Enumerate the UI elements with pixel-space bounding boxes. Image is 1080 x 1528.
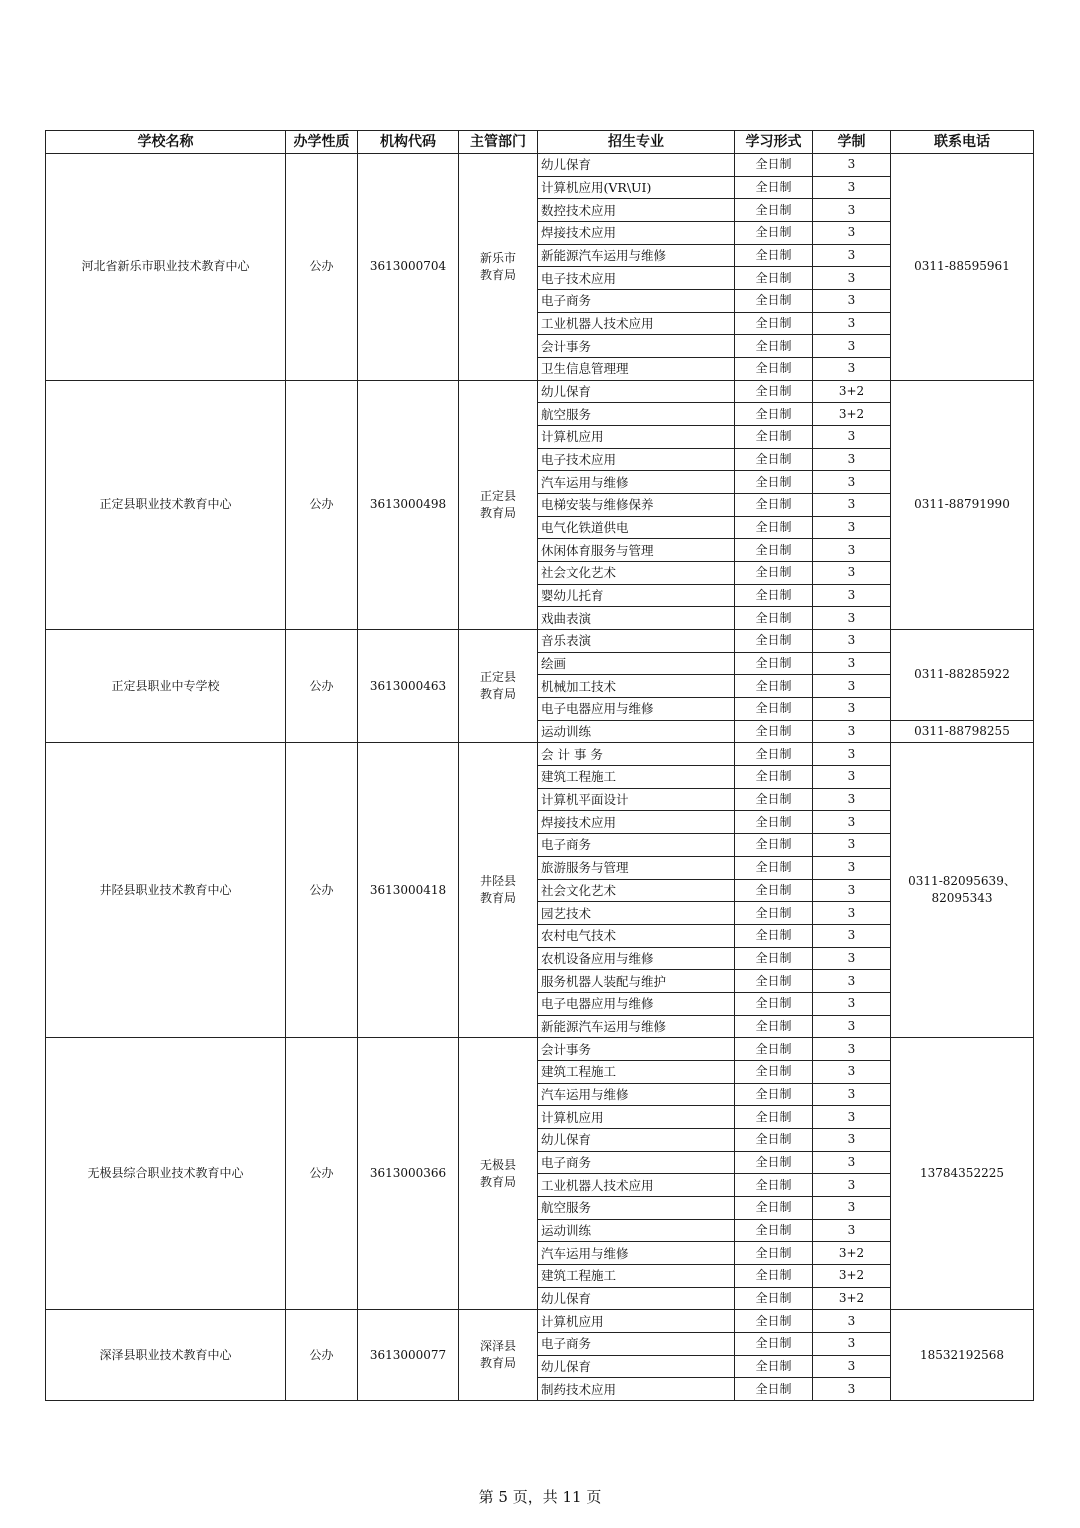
major-cell: 电子技术应用: [538, 448, 735, 471]
study-form-cell: 全日制: [735, 1196, 813, 1219]
years-cell: 3: [813, 1151, 891, 1174]
major-cell: 戏曲表演: [538, 607, 735, 630]
years-cell: 3: [813, 312, 891, 335]
major-cell: 幼儿保育: [538, 1287, 735, 1310]
study-form-cell: 全日制: [735, 1015, 813, 1038]
years-cell: 3: [813, 607, 891, 630]
major-cell: 幼儿保育: [538, 1355, 735, 1378]
years-cell: 3: [813, 471, 891, 494]
study-form-cell: 全日制: [735, 924, 813, 947]
study-form-cell: 全日制: [735, 516, 813, 539]
years-cell: 3: [813, 562, 891, 585]
major-cell: 会计事务: [538, 1038, 735, 1061]
nature-cell: 公办: [286, 1038, 358, 1310]
page-footer: 第 5 页，共 11 页: [478, 1488, 602, 1506]
years-cell: 3: [813, 1060, 891, 1083]
major-cell: 音乐表演: [538, 630, 735, 653]
years-cell: 3: [813, 426, 891, 449]
years-cell: 3: [813, 766, 891, 789]
code-cell: 3613000077: [358, 1310, 459, 1401]
years-cell: 3+2: [813, 1264, 891, 1287]
study-form-cell: 全日制: [735, 403, 813, 426]
study-form-cell: 全日制: [735, 811, 813, 834]
years-cell: 3: [813, 947, 891, 970]
years-cell: 3: [813, 1038, 891, 1061]
years-cell: 3: [813, 154, 891, 177]
years-cell: 3: [813, 856, 891, 879]
years-cell: 3: [813, 290, 891, 313]
school-name-cell: 无极县综合职业技术教育中心: [46, 1038, 286, 1310]
study-form-cell: 全日制: [735, 176, 813, 199]
years-cell: 3: [813, 970, 891, 993]
nature-cell: 公办: [286, 1310, 358, 1401]
years-cell: 3: [813, 1355, 891, 1378]
phone-cell: 0311-88595961: [891, 154, 1034, 381]
study-form-cell: 全日制: [735, 335, 813, 358]
major-cell: 焊接技术应用: [538, 222, 735, 245]
years-cell: 3: [813, 675, 891, 698]
major-cell: 电子商务: [538, 290, 735, 313]
major-cell: 电子技术应用: [538, 267, 735, 290]
major-cell: 计算机平面设计: [538, 788, 735, 811]
major-cell: 电子商务: [538, 1332, 735, 1355]
years-cell: 3+2: [813, 403, 891, 426]
study-form-cell: 全日制: [735, 562, 813, 585]
study-form-cell: 全日制: [735, 584, 813, 607]
years-cell: 3: [813, 992, 891, 1015]
header-nature: 办学性质: [286, 131, 358, 154]
study-form-cell: 全日制: [735, 766, 813, 789]
years-cell: 3: [813, 199, 891, 222]
study-form-cell: 全日制: [735, 1219, 813, 1242]
study-form-cell: 全日制: [735, 902, 813, 925]
code-cell: 3613000418: [358, 743, 459, 1038]
major-cell: 婴幼儿托育: [538, 584, 735, 607]
study-form-cell: 全日制: [735, 1083, 813, 1106]
major-cell: 汽车运用与维修: [538, 1083, 735, 1106]
major-cell: 新能源汽车运用与维修: [538, 1015, 735, 1038]
years-cell: 3: [813, 494, 891, 517]
table-header-row: [46, 131, 1034, 154]
study-form-cell: 全日制: [735, 244, 813, 267]
years-cell: 3: [813, 743, 891, 766]
study-form-cell: 全日制: [735, 1264, 813, 1287]
code-cell: 3613000498: [358, 380, 459, 629]
years-cell: 3: [813, 879, 891, 902]
study-form-cell: 全日制: [735, 992, 813, 1015]
study-form-cell: 全日制: [735, 970, 813, 993]
study-form-cell: 全日制: [735, 267, 813, 290]
study-form-cell: 全日制: [735, 290, 813, 313]
years-cell: 3: [813, 244, 891, 267]
dept-cell: 正定县 教育局: [459, 630, 538, 743]
study-form-cell: 全日制: [735, 426, 813, 449]
years-cell: 3: [813, 539, 891, 562]
study-form-cell: 全日制: [735, 788, 813, 811]
years-cell: 3: [813, 788, 891, 811]
major-cell: 农村电气技术: [538, 924, 735, 947]
study-form-cell: 全日制: [735, 1287, 813, 1310]
header-study-form: 学习形式: [735, 131, 813, 154]
study-form-cell: 全日制: [735, 380, 813, 403]
table-row: [46, 1310, 1034, 1333]
major-cell: 计算机应用(VR\UI): [538, 176, 735, 199]
study-form-cell: 全日制: [735, 1174, 813, 1197]
years-cell: 3: [813, 1083, 891, 1106]
years-cell: 3: [813, 1174, 891, 1197]
major-cell: 航空服务: [538, 403, 735, 426]
years-cell: 3: [813, 630, 891, 653]
phone-cell: 13784352225: [891, 1038, 1034, 1310]
school-name-cell: 河北省新乐市职业技术教育中心: [46, 154, 286, 381]
dept-cell: 正定县 教育局: [459, 380, 538, 629]
nature-cell: 公办: [286, 154, 358, 381]
study-form-cell: 全日制: [735, 1355, 813, 1378]
schools-table: [45, 130, 1034, 1401]
study-form-cell: 全日制: [735, 607, 813, 630]
header-school-name: 学校名称: [46, 131, 286, 154]
years-cell: 3: [813, 448, 891, 471]
years-cell: 3: [813, 1196, 891, 1219]
major-cell: 服务机器人装配与维护: [538, 970, 735, 993]
major-cell: 建筑工程施工: [538, 766, 735, 789]
study-form-cell: 全日制: [735, 358, 813, 381]
study-form-cell: 全日制: [735, 471, 813, 494]
header-years: 学制: [813, 131, 891, 154]
major-cell: 幼儿保育: [538, 380, 735, 403]
major-cell: 电子电器应用与维修: [538, 698, 735, 721]
years-cell: 3: [813, 924, 891, 947]
nature-cell: 公办: [286, 743, 358, 1038]
header-phone: 联系电话: [891, 131, 1034, 154]
study-form-cell: 全日制: [735, 494, 813, 517]
study-form-cell: 全日制: [735, 652, 813, 675]
phone-cell: 0311-88791990: [891, 380, 1034, 629]
study-form-cell: 全日制: [735, 1038, 813, 1061]
study-form-cell: 全日制: [735, 834, 813, 857]
table-row: [46, 743, 1034, 766]
years-cell: 3: [813, 698, 891, 721]
years-cell: 3+2: [813, 1287, 891, 1310]
school-name-cell: 正定县职业技术教育中心: [46, 380, 286, 629]
study-form-cell: 全日制: [735, 312, 813, 335]
table-row: [46, 630, 1034, 653]
study-form-cell: 全日制: [735, 448, 813, 471]
major-cell: 园艺技术: [538, 902, 735, 925]
years-cell: 3: [813, 222, 891, 245]
major-cell: 计算机应用: [538, 426, 735, 449]
study-form-cell: 全日制: [735, 630, 813, 653]
table-row: [46, 1038, 1034, 1061]
phone-cell: 0311-88798255: [891, 720, 1034, 743]
major-cell: 运动训练: [538, 720, 735, 743]
study-form-cell: 全日制: [735, 1378, 813, 1401]
years-cell: 3: [813, 267, 891, 290]
years-cell: 3: [813, 902, 891, 925]
study-form-cell: 全日制: [735, 1060, 813, 1083]
nature-cell: 公办: [286, 630, 358, 743]
major-cell: 会 计 事 务: [538, 743, 735, 766]
phone-cell: 0311-88285922: [891, 630, 1034, 721]
major-cell: 幼儿保育: [538, 154, 735, 177]
years-cell: 3: [813, 358, 891, 381]
major-cell: 机械加工技术: [538, 675, 735, 698]
major-cell: 航空服务: [538, 1196, 735, 1219]
study-form-cell: 全日制: [735, 856, 813, 879]
major-cell: 休闲体育服务与管理: [538, 539, 735, 562]
school-name-cell: 井陉县职业技术教育中心: [46, 743, 286, 1038]
years-cell: 3: [813, 335, 891, 358]
school-name-cell: 深泽县职业技术教育中心: [46, 1310, 286, 1401]
major-cell: 绘画: [538, 652, 735, 675]
table-row: [46, 154, 1034, 177]
major-cell: 汽车运用与维修: [538, 1242, 735, 1265]
code-cell: 3613000704: [358, 154, 459, 381]
code-cell: 3613000366: [358, 1038, 459, 1310]
major-cell: 电子商务: [538, 1151, 735, 1174]
phone-cell: 18532192568: [891, 1310, 1034, 1401]
major-cell: 计算机应用: [538, 1310, 735, 1333]
study-form-cell: 全日制: [735, 1128, 813, 1151]
years-cell: 3+2: [813, 1242, 891, 1265]
dept-cell: 无极县 教育局: [459, 1038, 538, 1310]
major-cell: 汽车运用与维修: [538, 471, 735, 494]
major-cell: 新能源汽车运用与维修: [538, 244, 735, 267]
study-form-cell: 全日制: [735, 1310, 813, 1333]
study-form-cell: 全日制: [735, 879, 813, 902]
major-cell: 焊接技术应用: [538, 811, 735, 834]
study-form-cell: 全日制: [735, 698, 813, 721]
study-form-cell: 全日制: [735, 675, 813, 698]
code-cell: 3613000463: [358, 630, 459, 743]
major-cell: 计算机应用: [538, 1106, 735, 1129]
study-form-cell: 全日制: [735, 1242, 813, 1265]
study-form-cell: 全日制: [735, 1106, 813, 1129]
major-cell: 制药技术应用: [538, 1378, 735, 1401]
major-cell: 旅游服务与管理: [538, 856, 735, 879]
years-cell: 3: [813, 834, 891, 857]
years-cell: 3: [813, 720, 891, 743]
header-dept: 主管部门: [459, 131, 538, 154]
table-body: [46, 154, 1034, 1401]
header-major: 招生专业: [538, 131, 735, 154]
years-cell: 3+2: [813, 380, 891, 403]
study-form-cell: 全日制: [735, 1151, 813, 1174]
major-cell: 幼儿保育: [538, 1128, 735, 1151]
years-cell: 3: [813, 1310, 891, 1333]
school-name-cell: 正定县职业中专学校: [46, 630, 286, 743]
study-form-cell: 全日制: [735, 199, 813, 222]
nature-cell: 公办: [286, 380, 358, 629]
years-cell: 3: [813, 1378, 891, 1401]
years-cell: 3: [813, 176, 891, 199]
major-cell: 会计事务: [538, 335, 735, 358]
study-form-cell: 全日制: [735, 743, 813, 766]
years-cell: 3: [813, 1332, 891, 1355]
study-form-cell: 全日制: [735, 539, 813, 562]
major-cell: 社会文化艺术: [538, 562, 735, 585]
study-form-cell: 全日制: [735, 1332, 813, 1355]
major-cell: 电子商务: [538, 834, 735, 857]
major-cell: 运动训练: [538, 1219, 735, 1242]
major-cell: 农机设备应用与维修: [538, 947, 735, 970]
major-cell: 建筑工程施工: [538, 1060, 735, 1083]
major-cell: 电梯安装与维修保养: [538, 494, 735, 517]
years-cell: 3: [813, 1219, 891, 1242]
dept-cell: 井陉县 教育局: [459, 743, 538, 1038]
years-cell: 3: [813, 1106, 891, 1129]
years-cell: 3: [813, 652, 891, 675]
major-cell: 工业机器人技术应用: [538, 312, 735, 335]
years-cell: 3: [813, 1015, 891, 1038]
major-cell: 建筑工程施工: [538, 1264, 735, 1287]
dept-cell: 深泽县 教育局: [459, 1310, 538, 1401]
major-cell: 数控技术应用: [538, 199, 735, 222]
study-form-cell: 全日制: [735, 154, 813, 177]
header-code: 机构代码: [358, 131, 459, 154]
major-cell: 电子电器应用与维修: [538, 992, 735, 1015]
table-row: [46, 380, 1034, 403]
years-cell: 3: [813, 811, 891, 834]
phone-cell: 0311-82095639、 82095343: [891, 743, 1034, 1038]
study-form-cell: 全日制: [735, 947, 813, 970]
years-cell: 3: [813, 516, 891, 539]
major-cell: 电气化铁道供电: [538, 516, 735, 539]
major-cell: 社会文化艺术: [538, 879, 735, 902]
years-cell: 3: [813, 584, 891, 607]
major-cell: 卫生信息管理理: [538, 358, 735, 381]
dept-cell: 新乐市 教育局: [459, 154, 538, 381]
study-form-cell: 全日制: [735, 222, 813, 245]
years-cell: 3: [813, 1128, 891, 1151]
study-form-cell: 全日制: [735, 720, 813, 743]
major-cell: 工业机器人技术应用: [538, 1174, 735, 1197]
